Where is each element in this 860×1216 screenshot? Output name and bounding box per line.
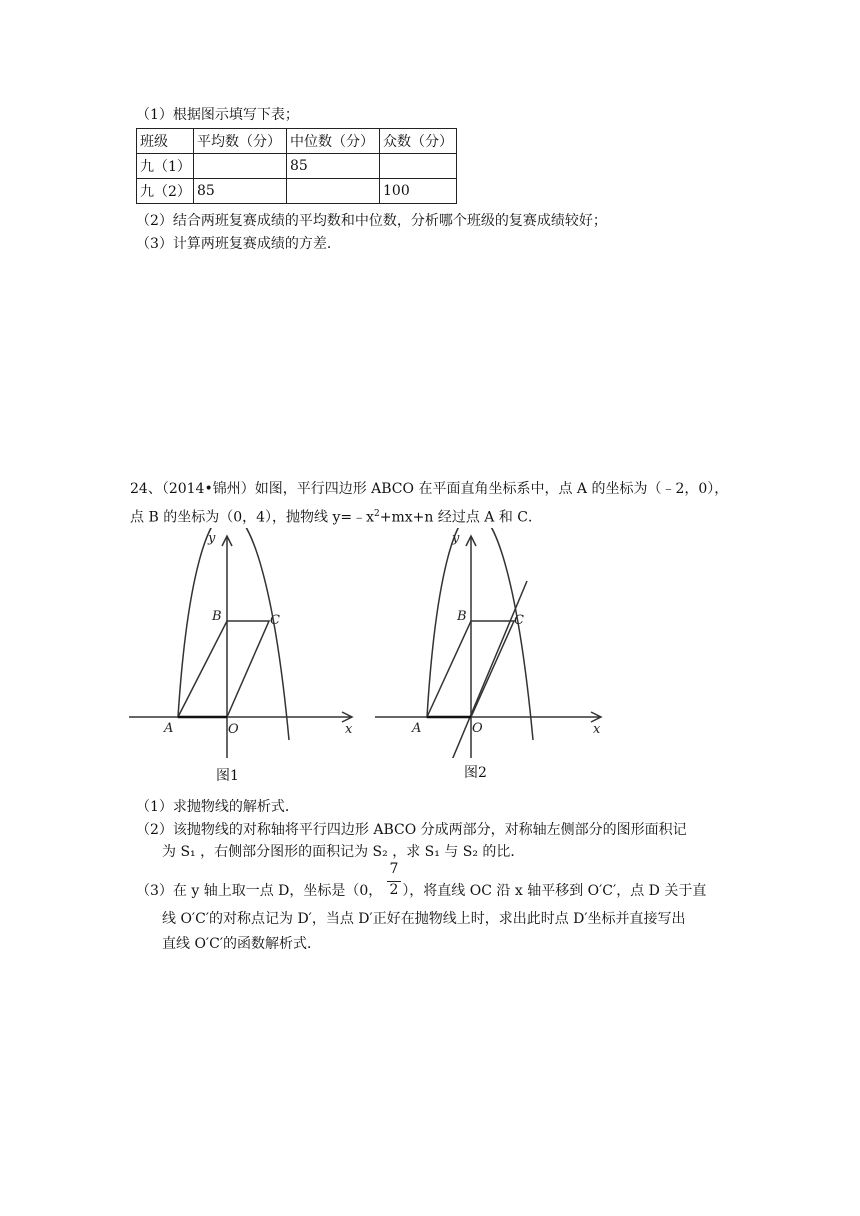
table-cell: 85 [287,154,380,179]
q24-part1: （1）求抛物线的解析式． [136,799,299,815]
q24-part2-line1: （2）该抛物线的对称轴将平行四边形 ABCO 分成两部分，对称轴左侧部分的图形面积记 [136,822,687,838]
label-b: B [212,609,222,624]
table-cell: 九（1） [137,154,194,179]
score-table [136,128,457,204]
q24-part3-line1 [136,882,706,900]
fraction-denominator: 2 [389,882,399,898]
table-cell [194,154,287,179]
table-row [137,154,457,179]
q24-stem-line2-a: 点 B 的坐标为（0，4），抛物线 y=﹣x [130,509,374,526]
q24-part2-line2: 为 S₁ ，右侧部分图形的面积记为 S₂ ，求 S₁ 与 S₂ 的比． [162,844,525,860]
label-a: A [164,721,174,736]
q24-part3-line3: 直线 O′C′的函数解析式． [162,936,321,952]
table-header-cell: 中位数（分） [287,129,380,154]
q23-part2: （2）结合两班复赛成绩的平均数和中位数，分析哪个班级的复赛成绩较好； [136,213,607,229]
q24-part3-line2: 线 O′C′的对称点记为 D′，当点 D′正好在抛物线上时，求出此时点 D′坐标并直接写出 [162,911,686,927]
table-cell: 九（2） [137,179,194,204]
table-cell: 100 [380,179,457,204]
table-header-row [137,129,457,154]
label-b: B [457,609,467,624]
label-a: A [412,721,422,736]
label-x: x [345,722,353,737]
figure-2 [372,528,612,758]
parallelogram-abco [178,621,269,717]
q24-stem-line2-b: +mx+n 经过点 A 和 C． [379,509,543,526]
q24-part3-pre: （3）在 y 轴上取一点 D，坐标是（0， [136,883,383,899]
parabola [427,528,533,740]
q24-stem-line2 [130,505,542,527]
table-header-cell: 班级 [137,129,194,154]
exponent: 2 [374,509,380,519]
table-row [137,179,457,204]
q23-part3: （3）计算两班复赛成绩的方差． [136,236,341,252]
label-o: O [228,722,239,737]
parabola [178,528,289,740]
figure-1-caption: 图1 [216,768,239,784]
table-cell [287,179,380,204]
table-header-cell: 平均数（分） [194,129,287,154]
label-y: y [208,531,216,546]
label-c: C [270,613,280,628]
table-cell [380,154,457,179]
line-o-prime-c-prime [452,581,527,758]
figure-1 [126,528,366,758]
label-o: O [472,721,483,736]
q23-part1: （1）根据图示填写下表； [136,107,299,123]
table-cell: 85 [194,179,287,204]
label-c: C [514,613,524,628]
q24-part3-post: ），将直线 OC 沿 x 轴平移到 O′C′，点 D 关于直 [402,883,707,899]
table-header-cell: 众数（分） [380,129,457,154]
q24-stem-line1: 24、（2014•锦州）如图，平行四边形 ABCO 在平面直角坐标系中，点 A 的坐标为（﹣2，0）， [130,481,729,497]
label-y: y [452,531,460,546]
label-x: x [593,722,601,737]
fraction-numerator: 7 [389,861,399,877]
figure-2-caption: 图2 [464,765,487,781]
